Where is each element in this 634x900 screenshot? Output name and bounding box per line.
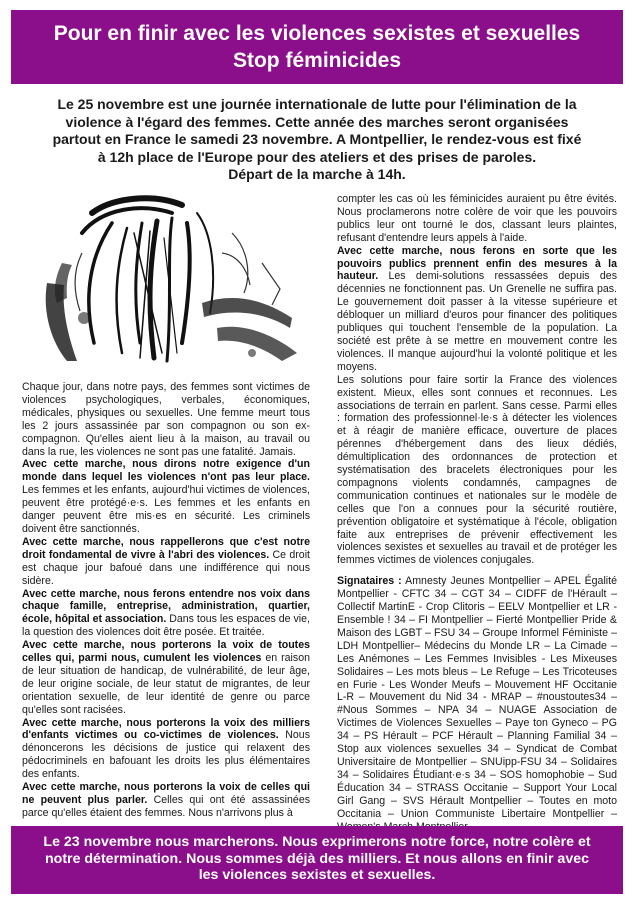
page-title: Pour en finir avec les violences sexistes et sexuelles [53,22,581,45]
paragraph-bold: Avec cette marche, nous porterons la voix de celles qui ne peuvent plus parler. [22,781,310,806]
paragraph [22,781,310,820]
paragraph-text: Les femmes et les enfants, aujourd'hui victimes de violences, peuvent être protégé·e·s. Les femmes et les enfants en danger peuvent être mis·es en sécurité. Les criminels doivent être sanctionnés. [22,484,310,535]
paragraph: compter les cas où les féminicides auraient pu être évités. Nous proclamerons notre colère de voir que les pouvoirs publics leur ont tourné le dos, classant leurs plaintes, refusant d'entendre leurs appels à l'aide. [337,193,617,244]
page-subtitle: Stop féminicides [232,49,402,72]
intro-line: partout en France le samedi 23 novembre. A Montpellier, le rendez-vous est fixé [52,131,582,147]
paragraph-bold: Avec cette marche, nous rappellerons que c'est notre droit fondamental de vivre à l'abri des violences. [22,535,310,561]
right-column [337,193,617,833]
intro-line: violence à l'égard des femmes. Cette année des marches seront organisées [65,113,569,130]
paragraph [22,588,310,640]
woman-illustration [22,193,320,363]
paragraph-bold: Avec cette marche, nous ferons en sorte que les pouvoirs publics prennent enfin des mesures à la hauteur. [337,244,617,283]
paragraph-bold: Avec cette marche, nous porterons la voix des milliers d'enfants victimes ou co-victimes de violences. [22,716,310,742]
signatories-label: Signataires : [337,575,402,588]
intro-line: Départ de la marche à 14h. [228,166,406,182]
footer-line: notre détermination. Nous sommes déjà des milliers. Et nous allons en finir avec [44,850,589,867]
signatories-list: Amnesty Jeunes Montpellier – APEL Égalité Montpellier - CFTC 34 – CGT 34 – CIDFF de l'Hérault – Collectif MartinE - Crop Clitoris – EELV Montpellier et LR - Ensemble ! 34 – FI Montpellier – Fierté Montpellier Pride & Maison des LGBT – FSU 34 – Groupe Informel Féministe – LDH Montpellier– Médecins du Monde LR – La Cimade – Les Anémones – Les Femmes Invisibles - Les Mixeuses Solidaires – Les mots bleus – Le Refuge – Les Tricoteuses en Furie - Les Wonder Meufs – Mouvement HF Occitanie L-R – Mouvement du Nid 34 - MRAP – #noustoutes34 – #Nous Sommes – NPA 34 – NUAGE Association de Victimes de Violences Sexuelles – Paye ton Gyneco – PG 34 – PS Hérault – PCF Hérault – Planning Familial 34 – Stop aux violences sexuelles 34 – Syndicat de Combat Universitaire de Montpellier – SNUipp-FSU 34 – Solidaires 34 – Solidaires Étudiant·e·s 34 – SOS homophobie – Sud Éducation 34 – STRASS Occitanie – Support Your Local Girl Gang – SVS Hérault Montpellier – Toutes en moto Occitania – Union Communiste Libertaire Montpellier – [337,575,617,820]
paragraph-text: Celles qui ont été assassinées parce qu'elles étaient des femmes. Nous n'arrivons plus à [22,794,311,819]
left-column [22,381,310,820]
header-banner [11,10,623,84]
intro-line: à 12h place de l'Europe pour des ateliers et des prises de paroles. [97,148,537,165]
footer-banner [11,826,623,894]
paragraph [337,245,617,374]
paragraph-text: Ce droit est chaque jour bafoué dans une indifférence qui nous sidère. [22,548,310,587]
footer-line: Le 23 novembre nous marcherons. Nous exprimerons notre force, notre colère et [43,834,591,850]
signatories [337,575,617,833]
paragraph [22,639,310,716]
paragraph-text: Dans tous les espaces de vie, la question des violences doit être posée. Et traitée. [22,613,311,639]
intro-line: Le 25 novembre est une journée internationale de lutte pour l'élimination de la [57,96,577,112]
paragraph [22,536,310,588]
footer-line: les violences sexistes et sexuelles. [198,867,436,883]
paragraph-bold: Avec cette marche, nous dirons notre exigence d'un monde dans lequel les violences n'ont pas leur place. [22,458,310,484]
paragraph [22,458,310,535]
paragraph-text: Les demi-solutions ressassées depuis des décennies ne fonctionnent pas. Un Grenelle ne suffira pas. Le gouvernement doit passer à la vitesse supérieure et débloquer un milliard d'euros pour financer des politiques publiques qui touchent l'ensemble de la population. La société est prête à se mettre en mouvement contre les violences. Il manque aujourd'hui la volonté politique et les moyens. [337,270,617,373]
paragraph-bold: Avec cette marche, nous porterons la voix de toutes celles qui, parmi nous, cumulent les violences [22,639,310,665]
paragraph: Les solutions pour faire sortir la France des violences existent. Mieux, elles sont connues et reconnues. Les associations de terrain en parlent. Sans cesse. Parmi elles : formation des professionnel·le·s à détecter les violences et à réagir de manière efficace, ouverture de places pérennes d'hébergement dans des lieux dédiés, démultiplication des ordonnances de protection et systématisation des bracelets électroniques pour les compagnons violents condamnés, campagnes de communication continues et nationales sur le modèle de celles que l'on a connues pour la sécurité routière, prévention obligatoire et systématique à l'école, obligation faite aux entreprises de prévenir effectivement les violences sexistes et sexuelles au travail et de protéger les femmes victimes de violences conjugales. [337,373,617,567]
paragraph-text: en raison de leur situation de handicap, de vulnérabilité, de leur âge, de leur origine sociale, de leur statut de migrantes, de leur orientation sexuelle, de leur identité de genre ou parce qu'elles sont racisées. [22,652,310,716]
paragraph [22,717,310,782]
paragraph-bold: Avec cette marche, nous ferons entendre nos voix dans chaque famille, entreprise, administration, quartier, école, hôpital et association. [22,587,310,626]
paragraph: Chaque jour, dans notre pays, des femmes sont victimes de violences psychologiques, verbales, économiques, médicales, physiques ou sexuelles. Une femme meurt tous les 2 jours assassinée par son compagnon ou son ex-compagnon. Qu'elles aient lieu à la maison, au travail ou dans la rue, les violences ne sont pas une fatalité. Jamais. [22,381,310,458]
paragraph-text: Nous dénoncerons les décisions de justice qui relaxent des pédocriminels en bafouant les droits les plus élémentaires des enfants. [22,729,310,781]
intro-paragraph [22,96,612,184]
